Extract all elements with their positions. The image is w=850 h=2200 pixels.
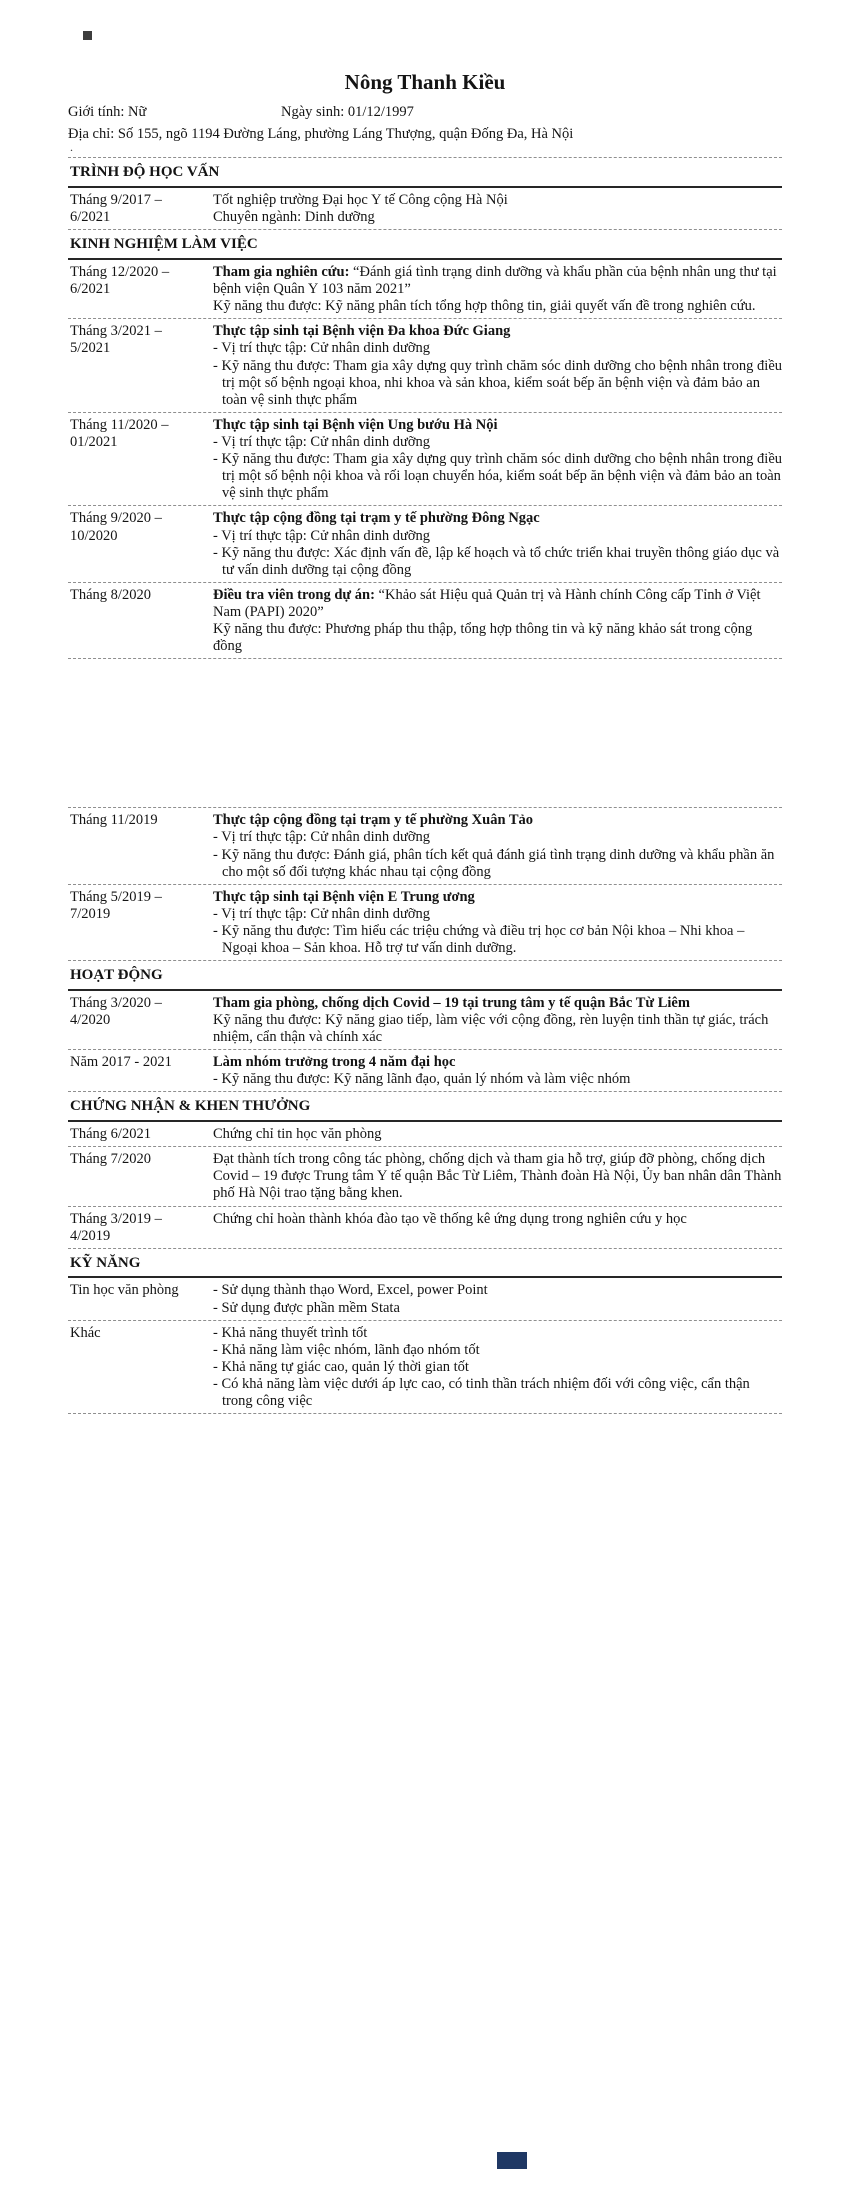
- personal-info-line: [68, 104, 782, 121]
- row-content: [213, 1210, 782, 1245]
- corner-artifact: [83, 31, 92, 40]
- paragraph: Tham gia nghiên cứu: “Đánh giá tình trạng dinh dưỡng và khẩu phần của bệnh nhân ung thư tại bệnh viện Quân Y 103 năm 2021”: [213, 264, 777, 298]
- paragraph-bold: Thực tập cộng đồng tại trạm y tế phường Đông Ngạc: [213, 510, 540, 527]
- row-period: Tháng 8/2020: [70, 586, 151, 603]
- address-field: Địa chỉ: Số 155, ngõ 1194 Đường Láng, phường Láng Thượng, quận Đống Đa, Hà Nội: [68, 126, 574, 143]
- paragraph-bold: Làm nhóm trưởng trong 4 năm đại học: [213, 1054, 456, 1071]
- row-period: Tháng 11/2019: [70, 812, 158, 829]
- table-row: [68, 807, 782, 884]
- paragraph: - Vị trí thực tập: Cử nhân dinh dưỡng: [213, 905, 431, 922]
- row-period: Tháng 9/2020 – 10/2020: [70, 510, 162, 544]
- row-content: [213, 191, 782, 226]
- section-education: [68, 157, 782, 230]
- row-period: Tháng 6/2021: [70, 1126, 151, 1143]
- row-period: Tháng 3/2021 – 5/2021: [70, 323, 162, 357]
- row-period: Tháng 3/2019 – 4/2019: [70, 1210, 162, 1244]
- paragraph: [213, 417, 782, 434]
- paragraph-bold: Tham gia nghiên cứu:: [213, 264, 350, 280]
- row-content: [213, 509, 782, 578]
- stray-mark: .: [70, 140, 73, 154]
- paragraph: Kỹ năng thu được: Kỹ năng phân tích tổng hợp thông tin, giải quyết vấn đề trong nghiên cứu.: [213, 298, 756, 315]
- row-content: [213, 888, 782, 957]
- row-content: [213, 1053, 782, 1088]
- table-row: [68, 1278, 782, 1320]
- row-content: [213, 416, 782, 503]
- paragraph: - Sử dụng được phần mềm Stata: [213, 1299, 400, 1316]
- section-title: KINH NGHIỆM LÀM VIỆC: [68, 230, 782, 260]
- gender-field: Giới tính: Nữ: [68, 104, 147, 121]
- dob-field: Ngày sinh: 01/12/1997: [281, 104, 414, 121]
- table-row: [68, 319, 782, 413]
- row-period: Tháng 11/2020 – 01/2021: [70, 416, 169, 450]
- paragraph: - Vị trí thực tập: Cử nhân dinh dưỡng: [213, 829, 431, 846]
- table-row: [68, 1050, 782, 1092]
- row-content: [213, 811, 782, 880]
- paragraph: - Khả năng làm việc nhóm, lãnh đạo nhóm tốt: [213, 1341, 480, 1358]
- paragraph: Chuyên ngành: Dinh dưỡng: [213, 209, 375, 226]
- paragraph-bold: Điều tra viên trong dự án:: [213, 586, 375, 603]
- paragraph: - Vị trí thực tập: Cử nhân dinh dưỡng: [213, 433, 431, 450]
- paragraph: [213, 510, 782, 527]
- row-period: Tháng 7/2020: [70, 1151, 151, 1168]
- section-title: CHỨNG NHẬN & KHEN THƯỞNG: [68, 1092, 782, 1122]
- paragraph-bold: Thực tập cộng đồng tại trạm y tế phường Xuân Tảo: [213, 812, 534, 829]
- paragraph-bold: Tham gia phòng, chống dịch Covid – 19 tại trung tâm y tế quận Bắc Từ Liêm: [213, 994, 690, 1011]
- paragraph: [213, 812, 782, 829]
- row-content: [213, 1125, 782, 1143]
- section-skills: [68, 1249, 782, 1414]
- paragraph: Chứng chỉ tin học văn phòng: [213, 1126, 382, 1143]
- candidate-name: Nông Thanh Kiều: [344, 70, 506, 94]
- row-content: [213, 1281, 782, 1316]
- paragraph: - Kỹ năng thu được: Tham gia xây dựng quy trình chăm sóc dinh dưỡng cho bệnh nhân trong điều trị một số bệnh nội khoa và rối loạn chuyển hóa, kiểm soát bếp ăn bệnh viện và đảm bảo an toàn vệ sinh thực phẩm: [213, 451, 783, 502]
- footer-artifact: [497, 2152, 527, 2169]
- table-row: [68, 1147, 782, 1206]
- paragraph: Điều tra viên trong dự án: “Khảo sát Hiệu quả Quản trị và Hành chính Công cấp Tỉnh ở Việt Nam (PAPI) 2020”: [213, 586, 761, 620]
- row-content: [213, 586, 782, 655]
- paragraph: - Kỹ năng thu được: Tìm hiểu các triệu chứng và điều trị học cơ bản Nội khoa – Nhi khoa – Ngoại khoa – Sản khoa. Hỗ trợ tư vấn dinh dưỡng.: [213, 922, 745, 957]
- paragraph: - Vị trí thực tập: Cử nhân dinh dưỡng: [213, 527, 431, 544]
- table-row: [68, 1207, 782, 1249]
- section-certificates: [68, 1092, 782, 1248]
- sections: [68, 157, 782, 1414]
- row-period: Tháng 3/2020 – 4/2020: [70, 994, 162, 1028]
- row-content: [213, 1324, 782, 1411]
- paragraph-bold: Thực tập sinh tại Bệnh viện Ung bướu Hà Nội: [213, 416, 498, 433]
- row-period: Tháng 9/2017 – 6/2021: [70, 192, 162, 226]
- paragraph: Đạt thành tích trong công tác phòng, chống dịch và tham gia hỗ trợ, giúp đỡ phòng, chống dịch Covid – 19 được Trung tâm Y tế quận Bắc Từ Liêm, Thành đoàn Hà Nội, Ủy ban nhân dân Thành phố Hà Nội trao tặng bằng khen.: [213, 1151, 782, 1202]
- paragraph: [213, 323, 782, 340]
- paragraph: [213, 995, 782, 1012]
- table-row: [68, 506, 782, 582]
- section-experience: [68, 230, 782, 961]
- row-content: [213, 322, 782, 409]
- row-period: Khác: [70, 1324, 101, 1341]
- row-period: Tháng 5/2019 – 7/2019: [70, 888, 162, 922]
- paragraph: - Khả năng thuyết trình tốt: [213, 1324, 368, 1341]
- row-content: [213, 994, 782, 1046]
- paragraph: Kỹ năng thu được: Kỹ năng giao tiếp, làm việc với cộng đồng, rèn luyện tinh thần tự giác, trách nhiệm, cẩn thận và chính xác: [213, 1011, 769, 1046]
- row-content: [213, 263, 782, 315]
- section-title: HOẠT ĐỘNG: [68, 961, 782, 991]
- row-period: Năm 2017 - 2021: [70, 1054, 172, 1071]
- paragraph: Tốt nghiệp trường Đại học Y tế Công cộng Hà Nội: [213, 192, 508, 209]
- paragraph: [213, 889, 782, 906]
- table-row: [68, 188, 782, 230]
- paragraph: - Khả năng tự giác cao, quản lý thời gian tốt: [213, 1358, 469, 1375]
- section-title: KỸ NĂNG: [68, 1249, 782, 1279]
- paragraph: Kỹ năng thu được: Phương pháp thu thập, tổng hợp thông tin và kỹ năng khảo sát trong cộng đồng: [213, 621, 753, 655]
- paragraph: [213, 1054, 782, 1071]
- paragraph: - Có khả năng làm việc dưới áp lực cao, có tinh thần trách nhiệm đối với công việc, cẩn thận trong công việc: [213, 1375, 750, 1410]
- table-row: [68, 1321, 782, 1415]
- row-period: Tin học văn phòng: [70, 1282, 179, 1299]
- section-title: TRÌNH ĐỘ HỌC VẤN: [68, 157, 782, 188]
- paragraph: - Sử dụng thành thạo Word, Excel, power Point: [213, 1282, 488, 1299]
- paragraph: - Kỹ năng thu được: Kỹ năng lãnh đạo, quản lý nhóm và làm việc nhóm: [213, 1071, 631, 1088]
- paragraph: - Vị trí thực tập: Cử nhân dinh dưỡng: [213, 340, 431, 357]
- paragraph: - Kỹ năng thu được: Xác định vấn đề, lập kế hoạch và tổ chức triển khai truyền thông giáo dục và tư vấn dinh dưỡng tại cộng đồng: [213, 544, 780, 578]
- row-content: [213, 1150, 782, 1202]
- table-row: [68, 413, 782, 507]
- paragraph: - Kỹ năng thu được: Đánh giá, phân tích kết quả đánh giá tình trạng dinh dưỡng và khẩu phần ăn cho một số đối tượng khác nhau tại cộng đồng: [213, 846, 775, 880]
- section-activities: [68, 961, 782, 1092]
- paragraph-bold: Thực tập sinh tại Bệnh viện E Trung ương: [213, 888, 475, 905]
- table-row: [68, 260, 782, 319]
- table-row: [68, 885, 782, 961]
- row-period: Tháng 12/2020 – 6/2021: [70, 264, 170, 298]
- paragraph-bold: Thực tập sinh tại Bệnh viện Đa khoa Đức Giang: [213, 323, 511, 340]
- table-row: [68, 991, 782, 1050]
- paragraph: Chứng chỉ hoàn thành khóa đào tạo về thống kê ứng dụng trong nghiên cứu y học: [213, 1210, 687, 1227]
- paragraph: - Kỹ năng thu được: Tham gia xây dựng quy trình chăm sóc dinh dưỡng cho bệnh nhân trong điều trị một số bệnh ngoại khoa, nhi khoa và sản khoa, kiểm soát bếp ăn bệnh viện và đảm bảo an toàn vệ sinh thực phẩm: [213, 357, 783, 408]
- table-row: [68, 1122, 782, 1147]
- table-row: [68, 583, 782, 659]
